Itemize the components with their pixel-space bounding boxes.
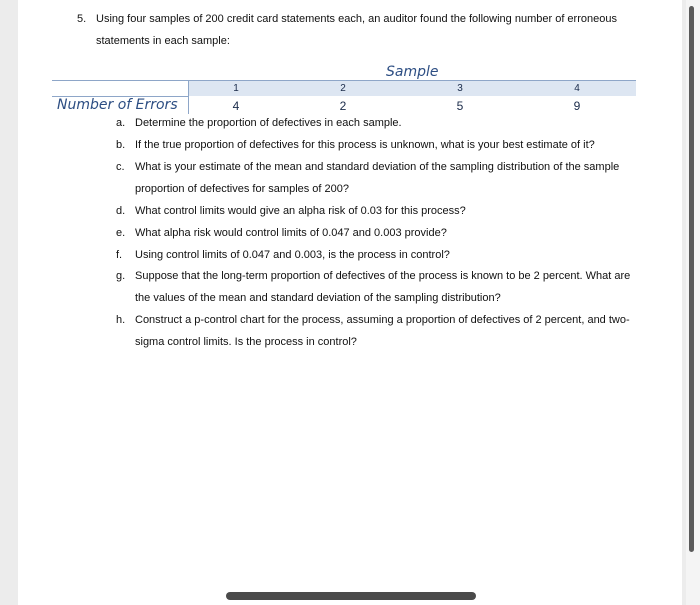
question-line-1: Using four samples of 200 credit card statements each, an auditor found the following number of erroneous <box>96 13 617 25</box>
part-text: Using control limits of 0.047 and 0.003, is the process in control? <box>135 249 450 261</box>
part-letter: a. <box>116 117 126 129</box>
table-row-label: Number of Errors <box>57 97 178 113</box>
sample-number: 4 <box>574 83 580 94</box>
table-divider <box>188 81 189 114</box>
table-header-sample: Sample <box>386 64 439 80</box>
horizontal-scrollbar-thumb[interactable] <box>226 592 476 600</box>
part-text: What control limits would give an alpha risk of 0.03 for this process? <box>135 205 466 217</box>
sample-number: 2 <box>340 83 346 94</box>
question-number: 5. <box>77 13 87 25</box>
sample-number: 3 <box>457 83 463 94</box>
question-line-2: statements in each sample: <box>96 35 230 47</box>
part-letter: h. <box>116 314 126 326</box>
error-count: 2 <box>339 99 347 113</box>
error-count: 9 <box>573 99 581 113</box>
part-text: Construct a p-control chart for the process, assuming a proportion of defectives of 2 percent, and two- <box>135 314 630 326</box>
part-text: If the true proportion of defectives for this process is unknown, what is your best estimate of it? <box>135 139 595 151</box>
part-text: What is your estimate of the mean and standard deviation of the sampling distribution of the sample <box>135 161 620 173</box>
part-text: Determine the proportion of defectives in each sample. <box>135 117 402 129</box>
part-letter: f. <box>116 249 123 261</box>
error-count: 4 <box>232 99 240 113</box>
sample-number: 1 <box>233 83 239 94</box>
vertical-scrollbar-thumb[interactable] <box>689 6 694 552</box>
part-letter: g. <box>116 270 126 282</box>
part-text: the values of the mean and standard deviation of the sampling distribution? <box>135 292 501 304</box>
part-letter: e. <box>116 227 126 239</box>
part-text: What alpha risk would control limits of 0.047 and 0.003 provide? <box>135 227 447 239</box>
part-letter: c. <box>116 161 125 173</box>
part-text: proportion of defectives for samples of 200? <box>135 183 350 195</box>
part-letter: b. <box>116 139 126 151</box>
error-count: 5 <box>456 99 464 113</box>
part-letter: d. <box>116 205 126 217</box>
part-text: Suppose that the long-term proportion of defectives of the process is known to be 2 percent. What are <box>135 270 631 282</box>
part-text: sigma control limits. Is the process in control? <box>135 336 357 348</box>
